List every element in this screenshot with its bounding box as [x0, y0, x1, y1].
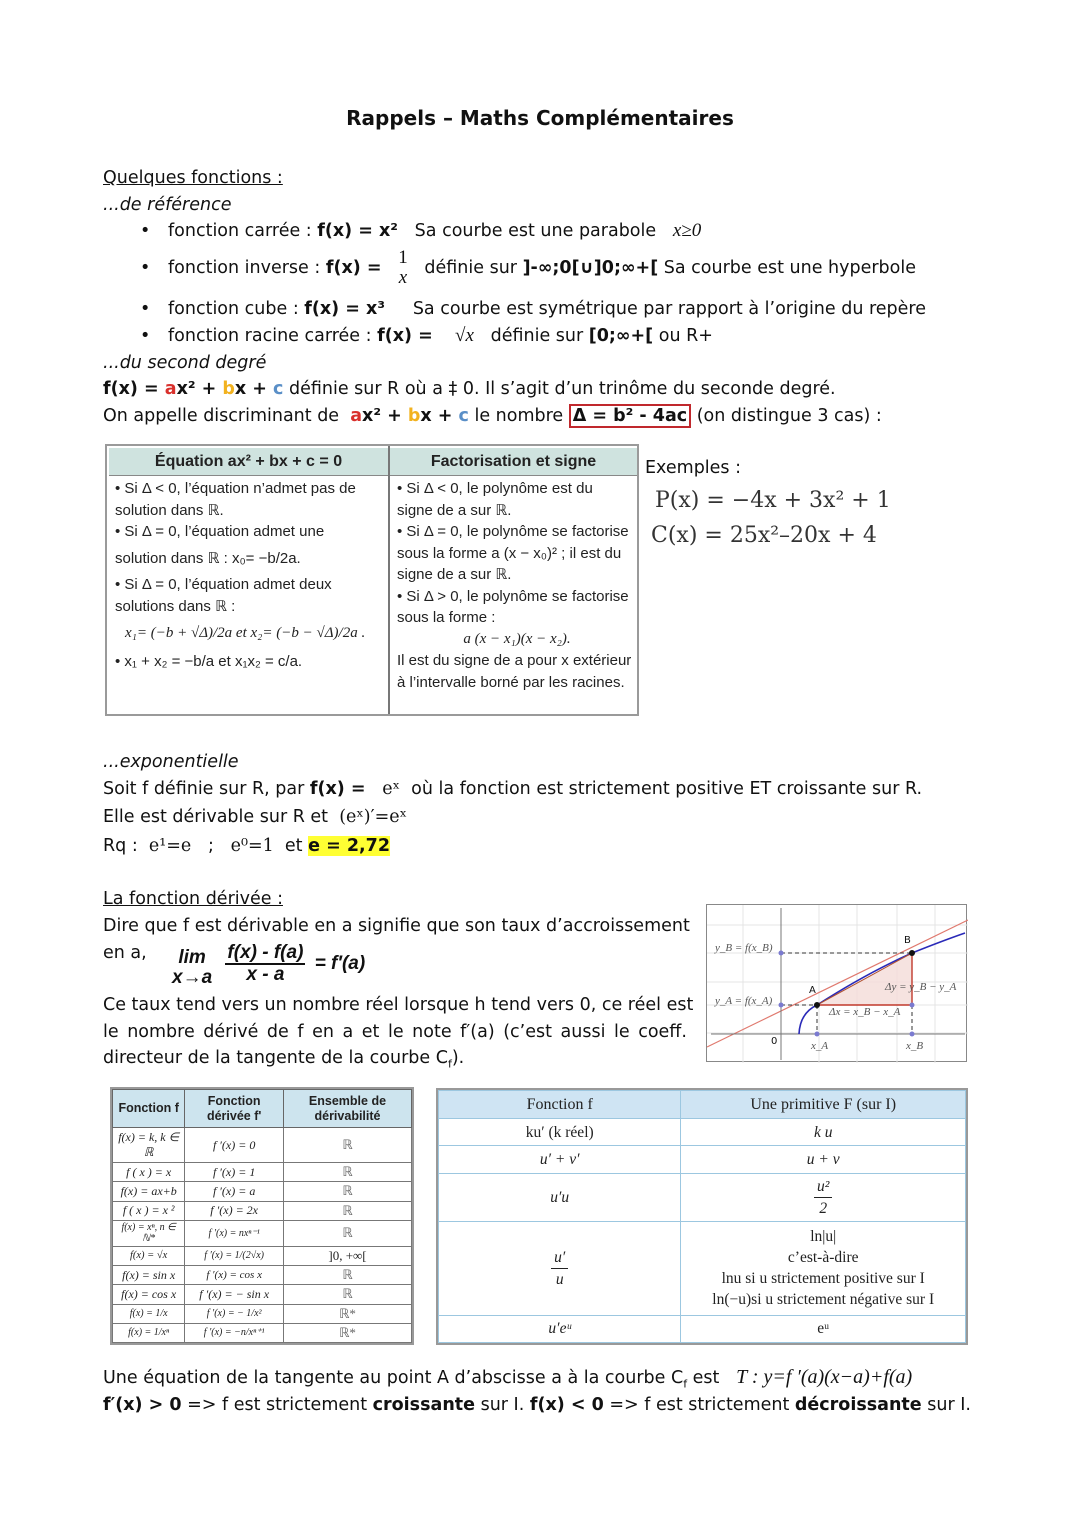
e-value-highlight: e = 2,72 — [308, 836, 391, 856]
column-divider — [388, 446, 390, 714]
column-header: Fonction f — [113, 1090, 185, 1128]
table-row: ku′ (k réel) k u — [439, 1119, 966, 1146]
delta-formula-box: Δ = b² - 4ac — [569, 404, 691, 428]
fraction-1-over-x: 1 x — [398, 247, 408, 288]
examples-label: Exemples : — [645, 458, 742, 478]
table-row: f ( x ) = x f ′(x) = 1 ℝ — [113, 1163, 412, 1182]
primitives-table — [436, 1088, 968, 1345]
column-header: Ensemble de dérivabilité — [283, 1090, 411, 1128]
column-header: Fonction dérivée f' — [185, 1090, 284, 1128]
subheading-exponential: ...exponentielle — [103, 752, 239, 772]
exp-remark: Rq : e¹=e ; e⁰=1 et e = 2,72 — [103, 836, 391, 856]
tangent-graph: y_B = f(x_B) y_A = f(x_A) A B Δy = y_B − y_A Δx = x_B − x_A 0 x_A x_B — [706, 904, 967, 1062]
example-c: C(x) = 25x²–20x + 4 — [651, 523, 877, 548]
derivative-p5: directeur de la tangente de la courbe $C_f$). — [103, 1048, 465, 1071]
table-row: f ( x ) = x ² f ′(x) = 2x ℝ — [113, 1201, 412, 1220]
derivative-p3: Ce taux tend vers un nombre réel lorsque h tend vers 0, ce réel est — [103, 995, 694, 1015]
table-header-equation: Équation ax² + bx + c = 0 — [109, 448, 388, 476]
section-heading-derivative: La fonction dérivée : — [103, 889, 283, 909]
table-row: u′u $\frac{\text{u²}}{2}$ — [439, 1173, 966, 1221]
subheading-second-degree: ...du second degré — [103, 353, 267, 373]
page-title: Rappels – Maths Complémentaires — [346, 106, 734, 130]
column-header: Fonction f — [439, 1091, 681, 1119]
list-item-sqrt: • fonction racine carrée : f(x) = √x définie sur [0;∞+[ ou R+ — [140, 324, 713, 348]
table-row: f(x) = sin x f ′(x) = cos x ℝ — [113, 1266, 412, 1285]
table-row: $\frac{u'}{u}$ ln|u| c’est-à-dire lnu si u strictement positive sur I ln(−u)si u strictement négative sur I — [439, 1221, 966, 1315]
factorisation-cases: • Si Δ < 0, le polynôme est du signe de a sur ℝ. • Si Δ = 0, le polynôme se factorise sous la forme a (x − x₀)² ; il est du signe de a sur ℝ. • Si Δ > 0, le polynôme se factorise sous la forme : a (x − x₁)(x − x₂). Il est du signe de a pour x extérieur à l’intervalle borné par les racines. — [397, 480, 632, 691]
table-row: f(x) = xⁿ, n ∈ ℕ* f ′(x) = nxⁿ⁻¹ ℝ — [113, 1220, 412, 1246]
table-header-factorisation: Factorisation et signe — [390, 448, 637, 476]
example-p: P(x) = −4x + 3x² + 1 — [655, 488, 891, 513]
table-row: u′ + v′ u + v — [439, 1146, 966, 1173]
list-item-square: • fonction carrée : f(x) = x² Sa courbe est une parabole x≥0 — [140, 219, 701, 243]
derivative-p1: Dire que f est dérivable en a signifie que son taux d’accroissement — [103, 916, 690, 936]
table-row: f(x) = 1/x f ′(x) = − 1/x² ℝ* — [113, 1304, 412, 1323]
derivatives-table — [110, 1087, 414, 1345]
examples-block — [645, 458, 891, 548]
monotonicity-rule: f′(x) > 0 => f est strictement croissante sur I. f(x) < 0 => f est strictement décroissante sur I. — [103, 1395, 971, 1415]
table-row: f(x) = cos x f ′(x) = − sin x ℝ — [113, 1285, 412, 1304]
derivative-p2: en a, — [103, 943, 147, 963]
subheading-reference: ...de référence — [103, 195, 232, 215]
table-row: f(x) = √x f ′(x) = 1/(2√x) ]0, +∞[ — [113, 1246, 412, 1265]
exp-definition: Soit f définie sur R, par f(x) = eˣ où la fonction est strictement positive ET croissante sur R. — [103, 779, 923, 799]
exp-derivative: Elle est dérivable sur R et (eˣ)′=eˣ — [103, 807, 408, 827]
column-header: Une primitive F (sur I) — [681, 1091, 966, 1119]
table-row: u′eᵘ eᵘ — [439, 1315, 966, 1342]
table-row: f(x) = ax+b f ′(x) = a ℝ — [113, 1182, 412, 1201]
derivative-p4: le nombre dérivé de f en a et le note f′(a) (c’est aussi le coeff. — [103, 1022, 687, 1042]
list-item-inverse: • fonction inverse : f(x) = 1 x définie sur ]-∞;0[∪]0;∞+[ Sa courbe est une hyperbole — [140, 246, 916, 290]
second-degree-table — [105, 444, 639, 716]
section-heading-functions: Quelques fonctions : — [103, 168, 283, 188]
table-row: f(x) = k, k ∈ ℝ f ′(x) = 0 ℝ — [113, 1128, 412, 1163]
tangent-equation: Une équation de la tangente au point A d’abscisse a à la courbe $C_f$ est T : y=f ′(a)(x−a)+f(a) — [103, 1366, 913, 1391]
list-item-cube: • fonction cube : f(x) = x³ Sa courbe est symétrique par rapport à l’origine du repère — [140, 297, 926, 321]
table-row: f(x) = 1/xⁿ f ′(x) = −n/xⁿ⁺¹ ℝ* — [113, 1323, 412, 1342]
discriminant-definition: On appelle discriminant de ax² + bx + c le nombre Δ = b² - 4ac (on distingue 3 cas) : — [103, 406, 882, 426]
limit-formula: lim x→a $\frac{f(x) - f(a)}{x - a}$ = f′(a) — [172, 942, 366, 988]
trinome-definition: f(x) = ax² + bx + c définie sur R où a ‡ 0. Il s’agit d’un trinôme du seconde degré. — [103, 379, 836, 399]
equation-cases: • Si Δ < 0, l’équation n’admet pas de solution dans ℝ. • Si Δ = 0, l’équation admet une solution dans ℝ : x₀= −b/2a. • Si Δ = 0, l’équation admet deux solutions dans ℝ : x₁= (−b + √Δ)/2a et x₂= (−b − √Δ)/2a . • x₁ + x₂ = −b/a et x₁x₂ = c/a. — [115, 480, 366, 670]
